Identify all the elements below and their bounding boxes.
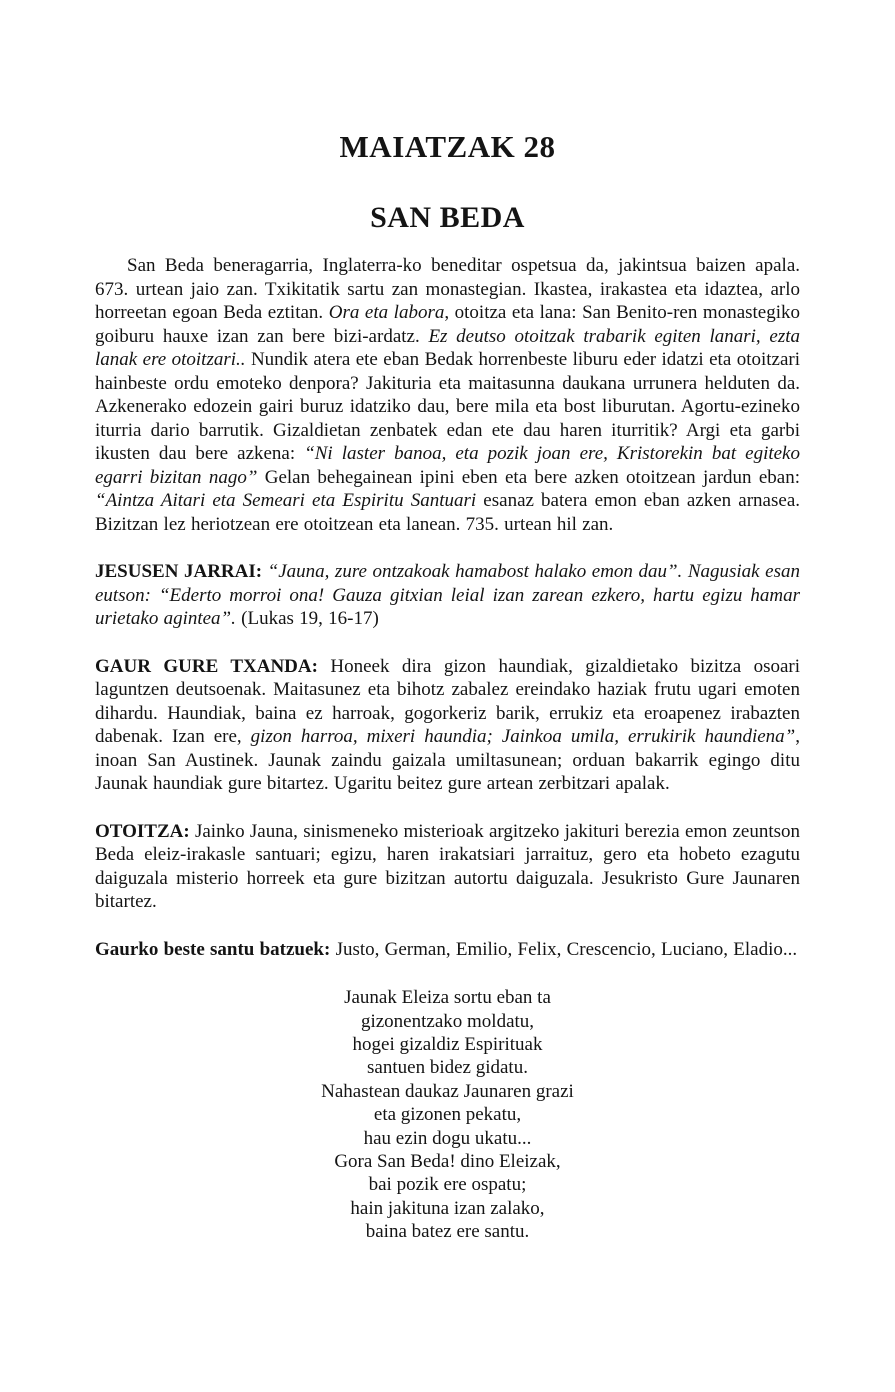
text-run: gizon harroa, mixeri haundia; Jainkoa umila, errukirik haundiena” [250,726,796,748]
text-run: (Lukas 19, 16-17) [241,608,379,630]
text-run: “Ni laster banoa, eta pozik joan ere, Kristorekin bat egiteko egarri bizitan nago” [95,443,800,488]
text-run: Jainko Jauna, sinismeneko misterioak argitzeko jakituri berezia emon zeuntson Beda eleiz-irakasle santuari; egizu, haren irakatsiari jarraituz, gero eta hobeto ezagutu daiguzala misterio horreek eta gure bizitzan autortu daiguzala. Jesukristo Gure Jaunaren bitartez. [95,820,800,913]
text-run: GAUR GURE TXANDA: [95,655,331,677]
hymn-verse: Jaunak Eleiza sortu eban ta gizonentzako moldatu, hogei gizaldiz Espirituak santuen bidez gidatu. Nahastean daukaz Jaunaren grazi eta gizonen pekatu, hau ezin dogu ukatu... Gora San Beda! dino Eleizak, bai pozik ere ospatu; hain jakituna izan zalako, baina batez ere santu. [321,987,574,1243]
text-run: “Jauna, zure ontzakoak hamabost halako emon dau”. Nagusiak esan eutson: “Ederto morroi ona! Gauza gitxian leial izan zarean ezkero, hartu egizu hamar urietako agintea”. [95,561,800,630]
gospel-quote-paragraph [95,560,800,631]
text-run: “Aintza Aitari eta Semeari eta Espiritu Santuari [95,490,477,512]
text-run: JESUSEN JARRAI: [95,561,268,583]
text-run: Ora eta labora [328,302,445,324]
text-run: Gaurko beste santu batzuek: [95,938,336,960]
text-run: Honeek dira gizon haundiak, gizaldietako bizitza osoari laguntzen deutsoenak. Maitasunez eta bihotz zabalez ereindako haziak frutu ugari emoten dihardu. Haundiak, baina ez harroak, gogorkeriz barik, errukiz eta eroapenez irabazten dabenak. Izan ere, [95,655,800,748]
text-run: , otoitza eta lana: San Benito-ren monastegiko goiburu hauxe izan zan bere bizi-ardatz. [95,302,801,347]
text-run: OTOITZA: [95,820,195,842]
prayer-paragraph [95,820,800,914]
other-saints-paragraph [95,938,800,962]
text-run: Nundik atera ete eban Bedak horrenbeste liburu eder idatzi eta otoitzari hainbeste ordu emoteko denpora? Jakituria eta maitasunna daukana urrunera helduten da. Azkenerako edozein gairi buruz idatziko dau, bere mila eta bost liburutan. Agortu-ezineko iturria dario barrutik. Gizaldietan zenbatek edan ete dau haren iturritik? Argi eta garbi ikusten dau bere azkena: [95,349,801,465]
reflection-paragraph [95,655,800,796]
text-run: Justo, German, Emilio, Felix, Crescencio, Luciano, Eladio... [335,938,798,960]
saint-name-heading: SAN BEDA [370,201,525,235]
text-run: Gelan behegainean ipini eben eta bere azken otoitzean jardun eban: [257,466,800,488]
text-run: esanaz batera emon eban azken arnasea. Bizitzan lez heriotzean ere otoitzean eta lanean. 735. urtean hil zan. [95,490,800,535]
date-heading: MAIATZAK 28 [339,129,556,164]
text-run: , inoan San Austinek. Jaunak zaindu gaizala umiltasunean; orduan bakarrik egingo ditu Jaunak haundiak gure bitartez. Ugaritu beitez gure artean zerbitzari apalak. [95,726,800,795]
biography-paragraph [95,254,800,536]
text-run: Ez deutso otoitzak trabarik egiten lanari, ezta lanak ere otoitzari.. [95,325,800,371]
text-run: San Beda beneragarria, Inglaterra-ko beneditar ospetsua da, jakintsua baizen apala. 673. urtean jaio zan. Txikitatik sartu zan monastegian. Ikastea, irakastea eta idaztea, arlo horreetan egoan Beda eztitan. [95,255,800,324]
